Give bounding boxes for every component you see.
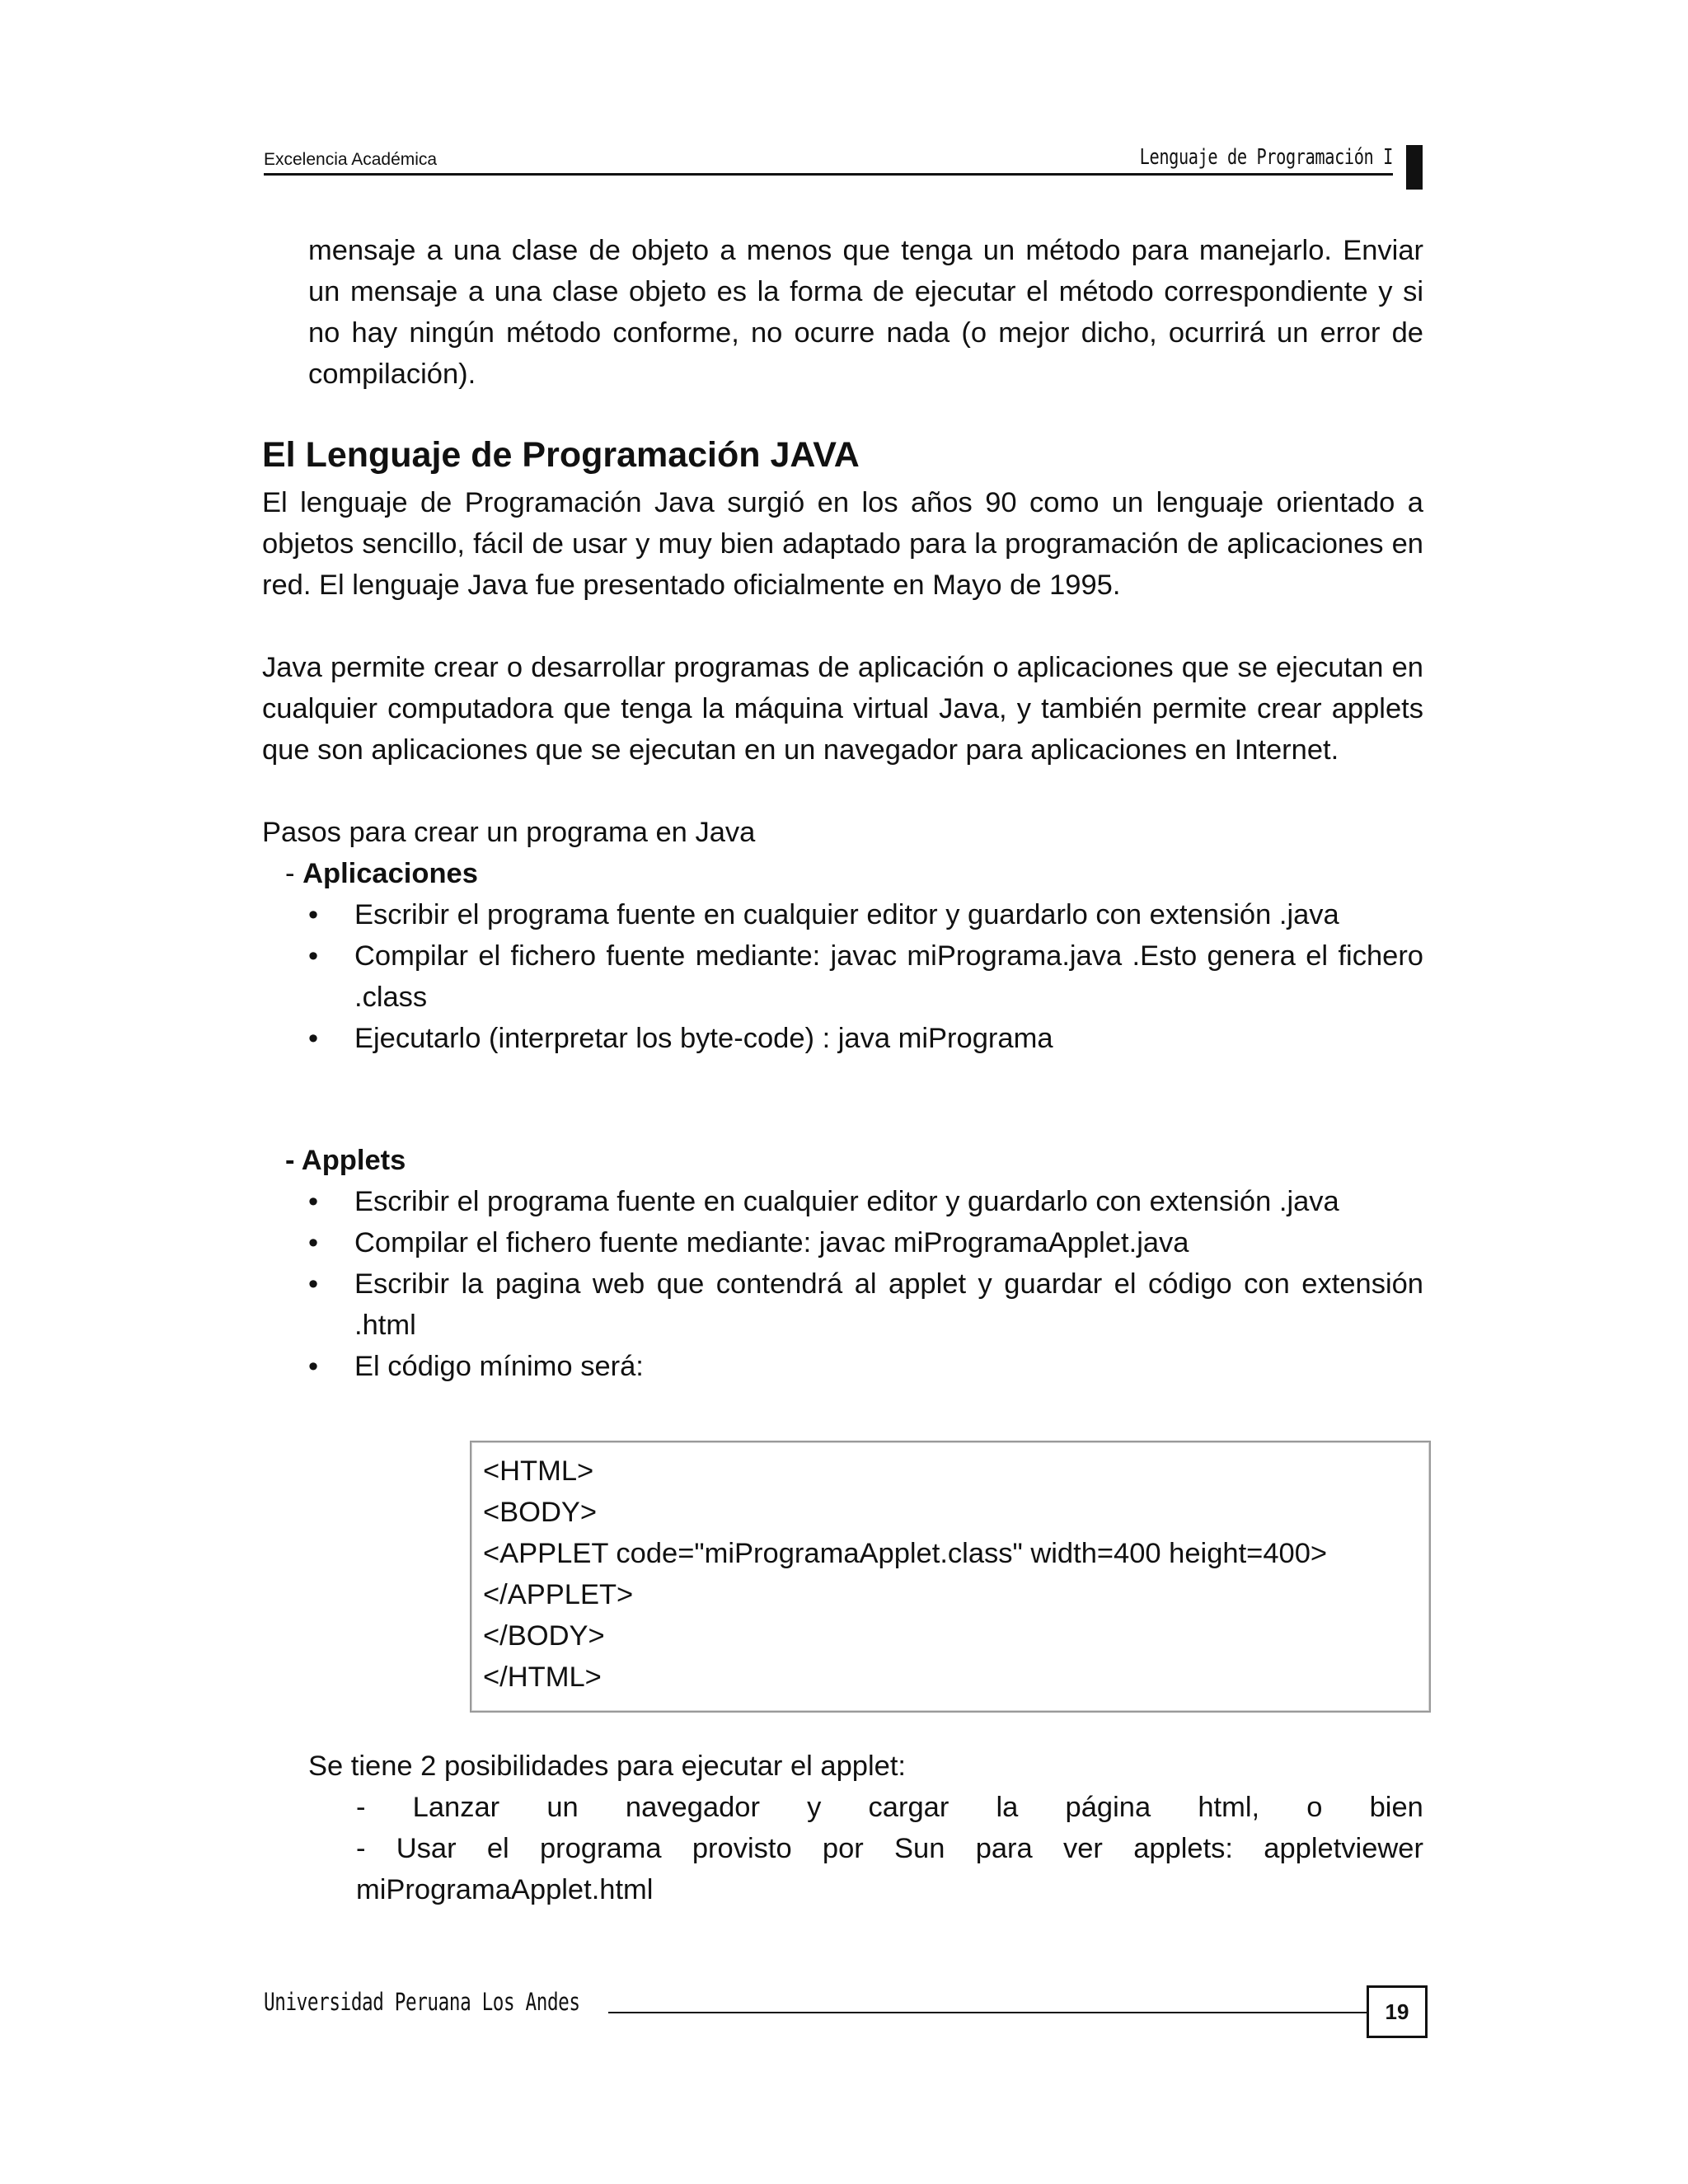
bullet-icon: •	[308, 1351, 319, 1382]
bullet-icon: •	[308, 1023, 319, 1054]
applets-list	[308, 1181, 1423, 1387]
option-word: por	[822, 1833, 864, 1864]
paragraph-line: El lenguaje de Programación Java surgió en los años 90 como un lenguaje orientado a	[262, 487, 1423, 518]
run-applet-intro: Se tiene 2 posibilidades para ejecutar el applet:	[308, 1750, 906, 1782]
paragraph-line: Java permite crear o desarrollar programas de aplicación o aplicaciones que se ejecutan en	[262, 652, 1423, 683]
aplicaciones-list	[308, 894, 1423, 1059]
bullet-icon: •	[308, 1227, 319, 1258]
option-word: la	[996, 1792, 1019, 1823]
paragraph-line: que son aplicaciones que se ejecutan en un navegador para aplicaciones en Internet.	[262, 734, 1339, 766]
java-origin-paragraph	[262, 482, 1423, 606]
intro-line: compilación).	[308, 359, 476, 390]
aplicaciones-label: Aplicaciones	[302, 858, 478, 889]
paragraph-line: red. El lenguaje Java fue presentado oficialmente en Mayo de 1995.	[262, 569, 1121, 601]
option-word: appletviewer	[1264, 1833, 1423, 1864]
list-item-text: Compilar el fichero fuente mediante: javac miProgramaApplet.java	[354, 1227, 1189, 1258]
list-item	[308, 1181, 1423, 1222]
header-right-text: Lenguaje de Programación I	[1139, 145, 1393, 170]
code-line: </APPLET>	[483, 1579, 634, 1610]
list-item	[308, 935, 1423, 1018]
option-row	[356, 1787, 1423, 1828]
intro-line: no hay ningún método conforme, no ocurre nada (o mejor dicho, ocurrirá un error de	[308, 317, 1423, 349]
list-item-text: Escribir el programa fuente en cualquier editor y guardarlo con extensión .java	[354, 1186, 1339, 1217]
option-word: html,	[1198, 1792, 1260, 1823]
run-applet-options	[356, 1787, 1423, 1910]
option-word: bien	[1369, 1792, 1423, 1823]
option-row	[356, 1828, 1423, 1869]
option-word: o	[1306, 1792, 1323, 1823]
section-title: El Lenguaje de Programación JAVA	[262, 435, 860, 475]
list-item	[308, 1263, 1423, 1346]
paragraph-line: objetos sencillo, fácil de usar y muy bien adaptado para la programación de aplicaciones en	[262, 528, 1423, 560]
paragraph-line: cualquier computadora que tenga la máquina virtual Java, y también permite crear applets	[262, 693, 1423, 724]
applets-heading: - Applets	[285, 1145, 406, 1176]
aplicaciones-prefix: -	[285, 858, 303, 889]
header-left-text: Excelencia Académica	[264, 150, 438, 169]
intro-paragraph	[308, 230, 1423, 395]
intro-line: mensaje a una clase de objeto a menos que tenga un método para manejarlo. Enviar	[308, 235, 1423, 266]
bullet-icon: •	[308, 940, 319, 972]
list-item	[308, 1222, 1423, 1263]
list-item	[308, 1018, 1423, 1059]
option-word: navegador	[625, 1792, 760, 1823]
list-item	[308, 1346, 1423, 1387]
option-word: programa	[539, 1833, 662, 1864]
list-item-text: El código mínimo será:	[354, 1351, 644, 1382]
list-item-text: Escribir la pagina web que contendrá al applet y guardar el código con extensión .html	[354, 1268, 1423, 1341]
option-word: -	[356, 1833, 366, 1864]
bullet-icon: •	[308, 1268, 319, 1300]
option-word: provisto	[692, 1833, 792, 1864]
code-box	[470, 1441, 1431, 1713]
option-word: un	[546, 1792, 579, 1823]
option-word: Usar	[396, 1833, 457, 1864]
code-line: <HTML>	[483, 1455, 594, 1487]
list-item-text: Escribir el programa fuente en cualquier editor y guardarlo con extensión .java	[354, 899, 1339, 930]
option-word: Lanzar	[412, 1792, 500, 1823]
code-line: <BODY>	[483, 1497, 598, 1528]
intro-line: un mensaje a una clase objeto es la forma de ejecutar el método correspondiente y si	[308, 276, 1423, 307]
code-line: <APPLET code="miProgramaApplet.class" width=400 height=400>	[483, 1538, 1328, 1569]
steps-intro: Pasos para crear un programa en Java	[262, 817, 756, 848]
option-word: cargar	[868, 1792, 950, 1823]
footer-rule	[608, 2012, 1367, 2013]
footer-university: Universidad Peruana Los Andes	[264, 1988, 580, 2016]
option-continuation: miProgramaApplet.html	[356, 1874, 654, 1905]
list-item-text: Compilar el fichero fuente mediante: javac miPrograma.java .Esto genera el fichero .class	[354, 940, 1423, 1013]
option-word: y	[807, 1792, 822, 1823]
option-word: ver	[1063, 1833, 1103, 1864]
java-usage-paragraph	[262, 647, 1423, 771]
option-word: Sun	[894, 1833, 945, 1864]
option-word: para	[975, 1833, 1033, 1864]
code-line: </BODY>	[483, 1620, 605, 1652]
header-tab-marker	[1406, 145, 1423, 190]
list-item-text: Ejecutarlo (interpretar los byte-code) : java miPrograma	[354, 1023, 1053, 1054]
option-word: applets:	[1133, 1833, 1234, 1864]
option-word: el	[486, 1833, 509, 1864]
bullet-icon: •	[308, 899, 319, 930]
list-item	[308, 894, 1423, 935]
header-rule	[264, 173, 1393, 176]
code-line: </HTML>	[483, 1661, 602, 1693]
option-word: -	[356, 1792, 366, 1823]
aplicaciones-heading	[285, 853, 478, 894]
bullet-icon: •	[308, 1186, 319, 1217]
page-number: 19	[1367, 1985, 1428, 2038]
option-word: página	[1065, 1792, 1151, 1823]
